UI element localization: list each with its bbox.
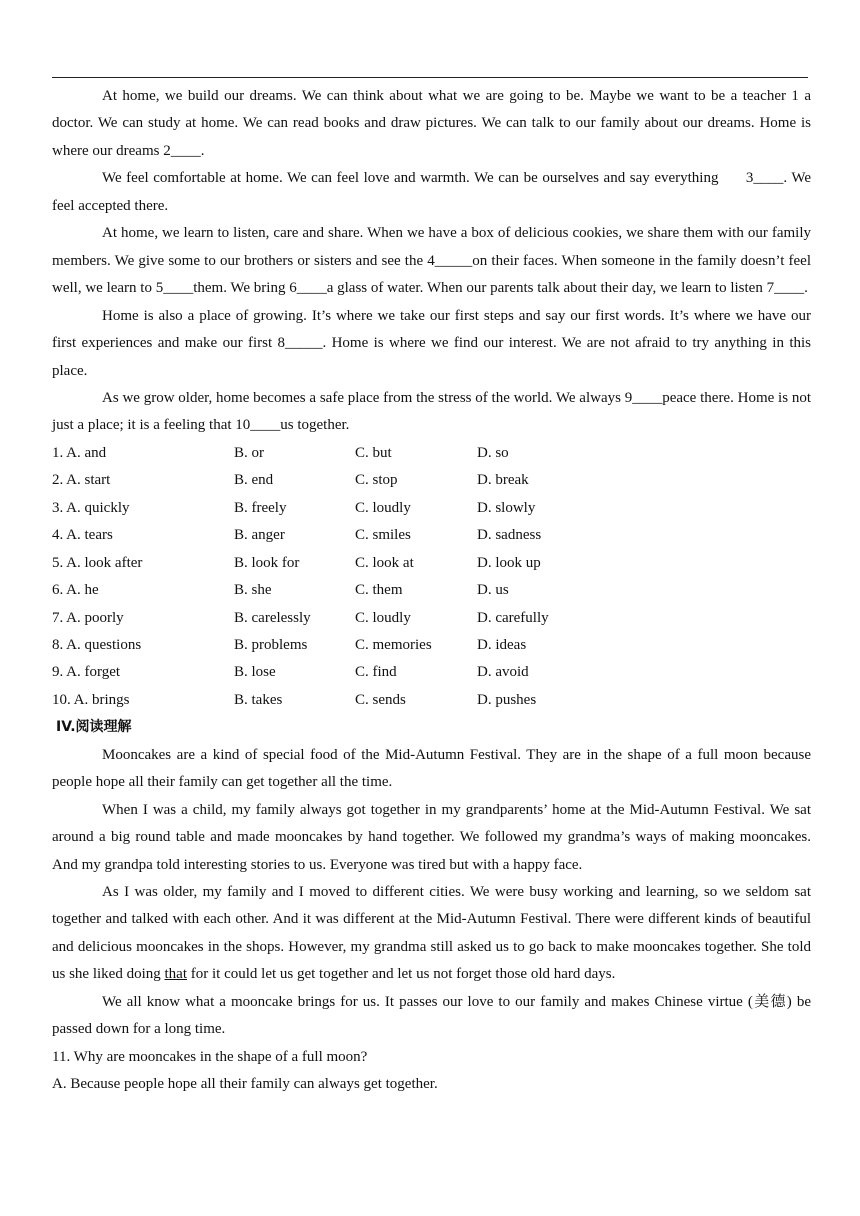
option-a: 7. A. poorly [52, 609, 124, 626]
option-d: D. carefully [477, 609, 549, 626]
option-c: C. loudly [355, 499, 411, 516]
question-10-options [52, 687, 811, 714]
reading-paragraph-2: When I was a child, my family always got together in my grandparents’ home at the Mid-Autumn Festival. We sat around a big round table and made mooncakes by hand together. We followed my grandma’s ways of making mooncakes. And my grandpa told interesting stories to us. Everyone was tired but with a happy face. [52, 801, 811, 873]
option-c: C. stop [355, 472, 398, 489]
option-b: B. freely [234, 499, 287, 516]
question-7-options [52, 605, 811, 632]
option-c: C. but [355, 444, 392, 461]
option-d: D. slowly [477, 499, 536, 516]
paragraph-text: for it could let us get together and let us not forget those old hard days. [187, 966, 616, 983]
option-c: C. smiles [355, 527, 411, 544]
option-b: B. takes [234, 691, 283, 708]
reading-paragraph-4: We all know what a mooncake brings for us. It passes our love to our family and makes Chinese virtue (美德) be passed down for a long time. [52, 993, 811, 1038]
document-content [52, 83, 815, 1099]
option-d: D. us [477, 582, 509, 599]
document-page [52, 0, 815, 1216]
cloze-paragraph-3: At home, we learn to listen, care and share. When we have a box of delicious cookies, we share them with our family members. We give some to our brothers or sisters and see the 4_____on their faces. When someone in the family doesn’t feel well, we learn to 5____them. We bring 6____a glass of water. When our parents talk about their day, we learn to listen 7____. [52, 225, 811, 297]
underlined-word: that [164, 966, 187, 983]
cloze-paragraph-4: Home is also a place of growing. It’s where we take our first steps and say our first words. It’s where we have our first experiences and make our first 8_____. Home is where we find our interest. We are not afraid to try anything in this place. [52, 307, 811, 379]
option-d: D. sadness [477, 527, 542, 544]
option-a: 9. A. forget [52, 664, 121, 681]
option-d: D. break [477, 472, 529, 489]
question-5-options [52, 550, 811, 577]
option-b: B. end [234, 472, 274, 489]
paragraph-text: As I was older, my family and I moved to different cities. We were busy working and learning, so we seldom sat together and talked with each other. And it was different at the Mid-Autumn Festival. There were different kinds of beautiful and delicious mooncakes in the shops. However, my grandma still asked us to go back to make mooncakes together. She told us she liked doing [52, 883, 811, 983]
option-d: D. avoid [477, 664, 529, 681]
question-11-option-a: A. Because people hope all their family can always get together. [52, 1076, 438, 1093]
option-b: B. anger [234, 527, 285, 544]
option-c: C. sends [355, 691, 406, 708]
option-a: 2. A. start [52, 472, 111, 489]
reading-paragraph-1: Mooncakes are a kind of special food of the Mid-Autumn Festival. They are in the shape of a full moon because people hope all their family can get together all the time. [52, 746, 811, 791]
option-b: B. carelessly [234, 609, 311, 626]
option-b: B. look for [234, 554, 300, 571]
cloze-paragraph-5: As we grow older, home becomes a safe place from the stress of the world. We always 9____peace there. Home is not just a place; it is a feeling that 10____us together. [52, 389, 811, 434]
cloze-paragraph-1: At home, we build our dreams. We can think about what we are going to be. Maybe we want to be a teacher 1 a doctor. We can study at home. We can read books and draw pictures. We can talk to our family about our dreams. Home is where our dreams 2____. [52, 88, 811, 159]
cloze-options-list [52, 440, 811, 714]
question-1-options [52, 440, 811, 467]
option-b: B. she [234, 582, 272, 599]
option-d: D. look up [477, 554, 541, 571]
option-a: 6. A. he [52, 582, 99, 599]
option-c: C. find [355, 664, 397, 681]
option-b: B. lose [234, 664, 276, 681]
reading-paragraph-3 [52, 879, 811, 989]
question-3-options [52, 495, 811, 522]
option-c: C. loudly [355, 609, 411, 626]
option-d: D. pushes [477, 691, 537, 708]
option-a: 5. A. look after [52, 554, 143, 571]
question-8-options [52, 632, 811, 659]
option-d: D. so [477, 444, 509, 461]
question-11: 11. Why are mooncakes in the shape of a full moon? [52, 1048, 368, 1065]
option-a: 4. A. tears [52, 527, 113, 544]
option-a: 10. A. brings [52, 691, 130, 708]
option-a: 1. A. and [52, 444, 107, 461]
option-c: C. look at [355, 554, 414, 571]
question-2-options [52, 467, 811, 494]
section-heading-reading: IV.阅读理解 [56, 719, 132, 736]
option-a: 3. A. quickly [52, 499, 130, 516]
option-c: C. memories [355, 636, 432, 653]
option-a: 8. A. questions [52, 636, 142, 653]
option-b: B. or [234, 444, 264, 461]
option-d: D. ideas [477, 636, 527, 653]
cloze-paragraph-2: We feel comfortable at home. We can feel love and warmth. We can be ourselves and say everything 3____. We feel accepted there. [52, 170, 815, 214]
option-b: B. problems [234, 636, 308, 653]
question-9-options [52, 659, 811, 686]
option-c: C. them [355, 582, 403, 599]
question-4-options [52, 522, 811, 549]
question-6-options [52, 577, 811, 604]
